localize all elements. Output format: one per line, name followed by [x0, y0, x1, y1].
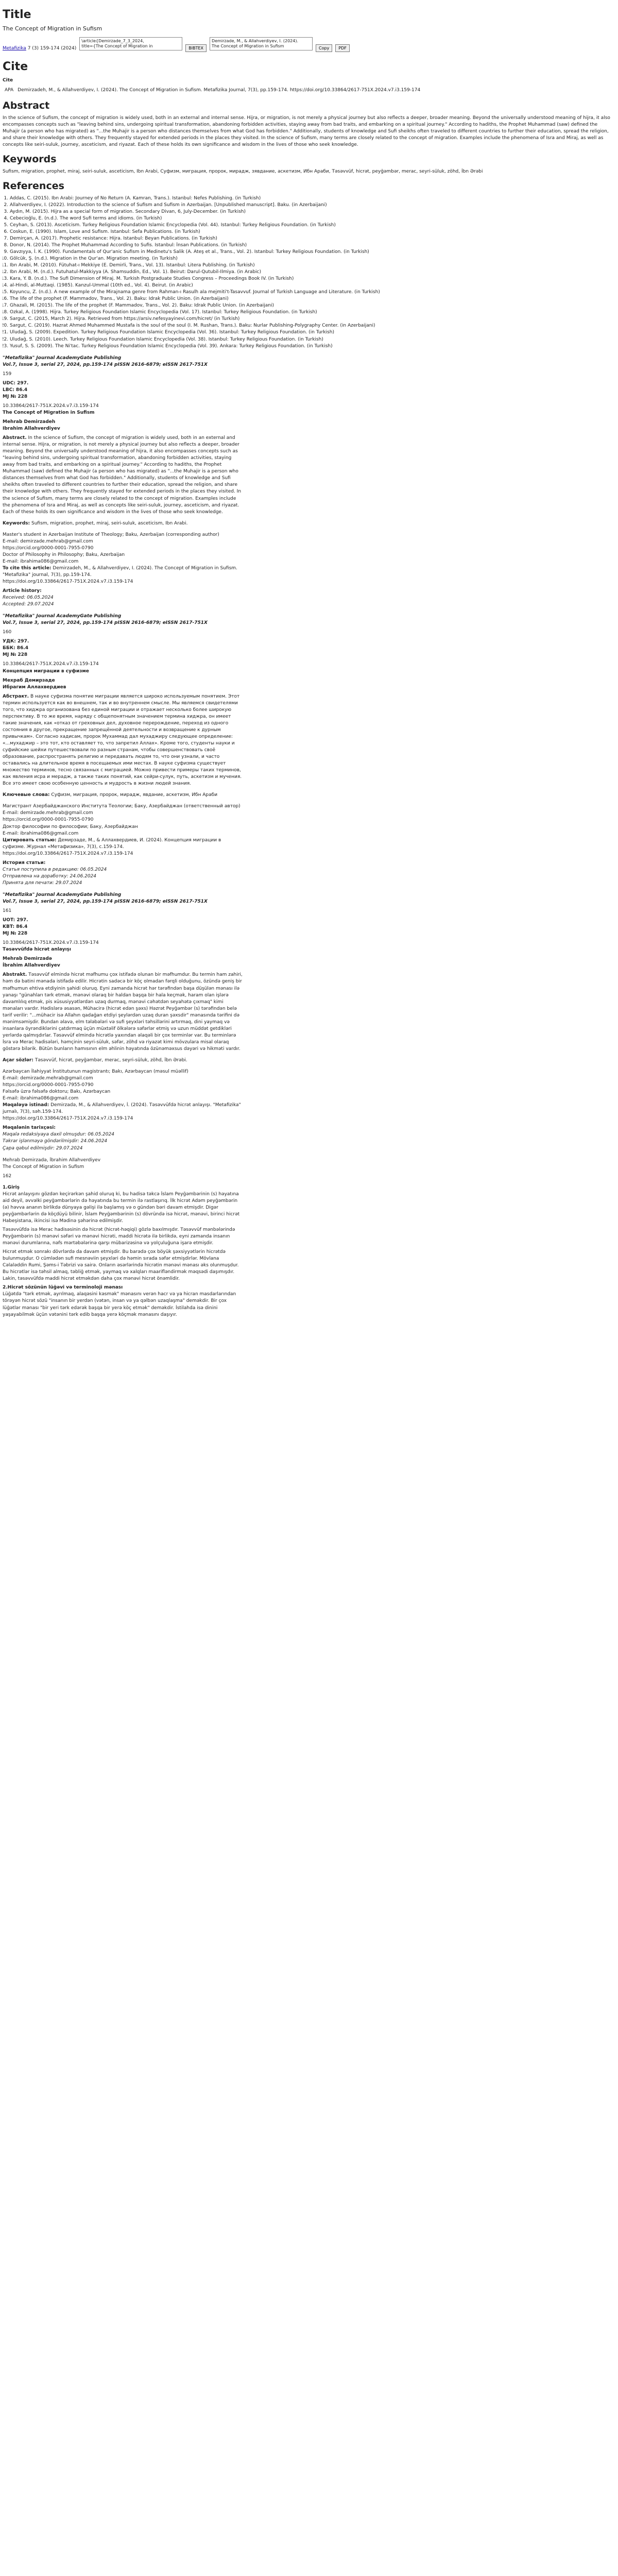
cite-doi: https://doi.org/10.33864/2617-751X.2024.v7.i3.159-174 [3, 1116, 133, 1122]
body-section [3, 1157, 245, 1318]
article-keywords [3, 792, 245, 799]
udc: UOT: 297. [3, 918, 28, 923]
running-header-title: The Concept of Migration in Sufism [3, 1164, 84, 1170]
reference-item: 9. Gavzıyya, İ. K. (1990). Fundamentals of Qur'anic Sufism in Medinetu's Salik (A. Ateş et al., Trans., Vol. 2). Istanbul: Turkey Religious Foundation. (in Turkish) [10, 249, 615, 256]
reference-item: 21. Uludağ, S. (2009). Expedition. Turkey Religious Foundation Islamic Encyclopedia (Vol. 36). Istanbul: Turkey Religious Foundation. (in Turkish) [10, 329, 615, 336]
references-list [3, 195, 615, 350]
mj-number: MJ № 228 [3, 931, 28, 937]
english-section [3, 355, 245, 608]
received-date: Received: 06.05.2024 [3, 595, 54, 601]
mj-number: MJ № 228 [3, 394, 28, 399]
orcid: https://orcid.org/0000-0001-7955-0790 [3, 545, 94, 551]
article-abstract [3, 972, 245, 1053]
received-date: Статья поступила в редакцию: 06.05.2024 [3, 867, 107, 872]
volume-line: Vol.7, Issue 3, serial 27, 2024, pp.159-174 pISSN 2616-6879; eISSN 2617-751X [3, 362, 208, 367]
lbc: ББК: 86.4 [3, 646, 29, 651]
keywords-label: Ключевые слова: [3, 792, 50, 798]
cite-label: Məqaləyə istinad: [3, 1103, 49, 1108]
cite-table [3, 86, 422, 95]
accepted-date: Çapa qəbul edilmişdir: 29.07.2024 [3, 1145, 83, 1151]
cite-style: APA [5, 87, 14, 93]
reference-item: 16. The life of the prophet (F. Mammadov, Trans., Vol. 2). Baku: Idrak Public Union. (in Azerbaijani) [10, 296, 615, 302]
orcid: https://orcid.org/0000-0001-7955-0790 [3, 1082, 94, 1088]
email: E-mail: demirzade.mehrab@gmail.com [3, 1076, 93, 1081]
article-title: Təsəvvüfdə hicrət anlayışı [3, 947, 72, 953]
abstract-body: Təsəvvüf elmində hicrət məfhumu çox istifadə olunan bir məfhumdur. Bu termin ham zahiri, həm də batini mənada istifadə edilir. Hicrətin sadəcə bir köç olmadan fərqli olduğunu, özündə geniş bir məfhumun ehtiva etdiyinin şahidi oluruq. Eyni zamanda hicrət hər tərəfindən başa düşülən mənası ilə yanaşı "günahları tərk etmək, mənəvi olaraq bir haldan başqa bir hala keçmək, haram olan işlərə davamlılıq etmək, pis xüsusiyyətlərdən uzaq durmaq, mənəvi cəhətdən seyahətə çıxmaq" kimi mənaları vardır. Hədislərə əsasən, Mühacirə (hicrət edən şəxs) Həzrət Peyğəmbər (s) tərəfindən belə tərif verilir: "...mühacir isə Allahın qadağan etdiyi şeylərdən uzaq duran şəxsdir" mənasında tərifini də mənimsəmişdir. Bundan əlavə, elm tələbələri və sufi şeyxləri təhsillərini artırmaq, dini yaymaq və insanlara öyrəndiklərini çatdırmaq üçün müxtəlif ölkələrə səfərlər etmiş və uzun müddət getdikləri yerlərdə qalmışdırlar. Təsəvvüf elmində hicrətlə yaxından əlaqəli bir çox terminlər var. Bu terminlərə İsra və Merac hadisələri, həmçinin seyri-süluk, səfər, zöhd və riyazət kimi mövzulara misal olaraq göstərə bilərik. Bütün bunların hamısının elm əhlinin həyatında özünəməxsus dəyəri və hikməti vardır. [3, 972, 243, 1052]
document-page [3, 0, 615, 2576]
cite-body: Demirzadə, M., & Allahverdiyev, İ. (2024). Təsəvvüfdə hicrət anlayışı. "Metafizika" jurnalı, 7(3), səh.159-174. [3, 1103, 241, 1115]
body-paragraph: Hicrət anlayışını gözdən keçirərkən şahid oluruq ki, bu hadisə təkcə İslam Peyğəmbərinin (s) həyatına aid deyil, əvvəlki peyğəmbərlərin də həyatında bu termin ilə rastlaşırıq. İlk hicrət Adəm peyğəmbərin (ə) həvva ananın birlikdə dünyaya gəlişi ilə başlamış və o gündən bəri davam etmişdir. Digər peyğəmbərlərin də köçdüyü bilinir, İslam Peyğəmbərinin (s) dövründə isə hicrət, mənəvi, birinci hicrət Habeşistana, ikincisi isə Mədinə şəhərinə edilmişdir. [3, 1191, 240, 1224]
reference-item: 8. Donor, N. (2014). The Prophet Muhammad According to Sufis. Istanbul: İnsan Publications. (in Turkish) [10, 242, 615, 249]
abstract-body: In the science of Sufism, the concept of migration is widely used, both in an external and internal sense. Hijra, or migration, is not merely a physical journey but also reflects a deeper, broader meaning. Beyond the universally understood meaning of hijra, it also encompasses concepts such as "leaving behind sins, undergoing spiritual transformation, abandoning forbidden activities, staying away from bad traits, and embarking on a spiritual journey." According to hadiths, the Prophet Muhammad (saw) defined the Muhajir (a person who has migrated) as "...the Muhajir is a person who distances themselves from what God has forbidden." Additionally, students of knowledge and Sufi sheikhs often traveled to different countries to further their education, spread the religion, and share their knowledge with others. They frequently stayed for extended periods in the places they visited. In the science of Sufism, many terms are closely related to the concept of migration. Examples include the phenomena of Isra and Miraj, as well as concepts like seiri-suluk, journey, asceticism, and riyazat. Each of these holds its own significance and wisdom in the lives of those who seek knowledge. [3, 435, 242, 515]
reference-item: 18. Ozkal, A. (1998). Hijra. Turkey Religious Foundation Islamic Encyclopedia (Vol. 17). Istanbul: Turkey Religious Foundation. (in Turkish) [10, 309, 615, 316]
email: E-mail: ibrahima086@gmail.com [3, 558, 79, 564]
reference-item: 14. al-Hindi, al-Muttaqi. (1985). Kanzul-Ummal (10th ed., Vol. 4). Beirut. (in Arabic) [10, 282, 615, 289]
russian-section [3, 613, 245, 887]
history-label: История статьи: [3, 860, 46, 866]
abstract-label: Abstract. [3, 435, 27, 441]
meta-toolbar [3, 37, 615, 52]
affiliation: Doctor of Philosophy in Philosophy; Baku, Azerbaijan [3, 552, 125, 557]
abstract-label: Abstrakt. [3, 972, 27, 978]
doc-subtitle: The Concept of Migration in Sufism [3, 25, 102, 32]
reference-item: 15. Koyuncu, Z. (n.d.). A new example of the Mirajnama genre from Rahman-ı Rasulh ala mejmiti't-Tasavvuf. Journal of Turkish Language and Literature. (in Turkish) [10, 289, 615, 296]
reference-item: 7. Demirçan, A. (2017). Prophetic resistance: Hijra. Istanbul: Beyan Publications. (in Turkish) [10, 235, 615, 242]
journal-name: "Metafizika" Journal AcademyGate Publishing [3, 892, 122, 897]
doc-title: Title [3, 8, 31, 21]
email: E-mail: ibrahima086@gmail.com [3, 831, 79, 836]
reference-item: 17. Ghazali, M. (2015). The life of the prophet (F. Mammadov, Trans., Vol. 2). Baku: Idrak Public Union. (in Azerbaijani) [10, 302, 615, 309]
cite-heading: Cite [3, 60, 28, 74]
email: E-mail: ibrahima086@gmail.com [3, 1096, 79, 1101]
reference-item: 1. Addas, C. (2015). Ibn Arabi: Journey of No Return (A. Kamran, Trans.). Istanbul: Nefes Publishing. (in Turkish) [10, 195, 615, 202]
citation-field[interactable]: Demirzade, M., & Allahverdiyev, I. (2024). The Concept of Migration in Sufism [210, 37, 313, 50]
udc: УДК: 297. [3, 639, 29, 645]
cite-text: Demirzadeh, M., & Allahverdiyev, I. (2024). The Concept of Migration in Sufism. Metafizika Journal, 7(3), pp.159-174. https://doi.org/10.33864/2617-751X.2024.v7.i3.159-174 [18, 87, 421, 93]
author-name: Ибрагим Аллахвердиев [3, 684, 66, 690]
cite-label: Цитировать статью: [3, 837, 57, 843]
reference-item: 6. Coskun, E. (1990). Islam, Love and Sufism. Istanbul: Sefa Publications. (in Turkish) [10, 229, 615, 235]
keywords-body: Təsəvvüf, hicrət, peyğəmbər, merac, seyri-süluk, zöhd, İbn Ərəbi. [35, 1057, 187, 1063]
received-date: Məqalə redaksiyaya daxil olmuşdur: 06.05.2024 [3, 1132, 114, 1138]
cite-doi: https://doi.org/10.33864/2617-751X.2024.v7.i3.159-174 [3, 851, 133, 856]
affiliation: Fəlsəfə üzrə fəlsəfə doktoru; Bakı, Azərbaycan [3, 1089, 111, 1095]
article-keywords [3, 520, 245, 527]
author-name: Мехраб Демирзаде [3, 677, 55, 683]
cite-body: Демирзаде, М., & Аллахвердиев, И. (2024). Концепция миграции в суфизме. Журнал «Метафизика», 7(3), с.159-174. [3, 837, 221, 850]
reference-item: 22. Uludağ, S. (2010). Leech. Turkey Religious Foundation Islamic Encyclopedia (Vol. 38). Istanbul: Turkey Religious Foundation. (in Turkish) [10, 336, 615, 343]
reference-item: 20. Sargut, C. (2019). Hazrat Ahmed Muhammed Mustafa is the soul of the soul (I. M. Rushan, Trans.). Baku: Nurlar Publishing-Polygraphy Center. (in Azerbaijani) [10, 323, 615, 329]
journal-link[interactable]: Metafizika [3, 46, 26, 52]
reference-item: 3. Aydın, M. (2015). Hijra as a special form of migration. Secondary Divan, 6, July-December. (in Turkish) [10, 209, 615, 215]
pdf-button[interactable]: PDF [335, 44, 350, 52]
meta-volume: 7 (3) 159-174 (2024) [27, 46, 77, 52]
udc: UDC: 297. [3, 380, 29, 386]
reference-item: 12. Ibn Arabi, M. (n.d.). Futuhatul-Makkiyya (A. Shamsuddin, Ed., Vol. 1). Beirut: Darul-Qutubil-Ilmiya. (in Arabic) [10, 269, 615, 276]
page-number: 159 [3, 371, 12, 377]
doi: 10.33864/2617-751X.2024.v7.i3.159-174 [3, 403, 99, 409]
reference-item: 5. Ceyhan, S. (2013). Asceticism. Turkey Religious Foundation Islamic Encyclopedia (Vol. 44). Istanbul: Turkey Religious Foundation. (in Turkish) [10, 222, 615, 229]
article-abstract [3, 435, 245, 516]
cite-label: To cite this article: [3, 565, 52, 571]
journal-name: "Metafizika" Journal AcademyGate Publishing [3, 614, 122, 619]
bibtex-field[interactable]: \article{Demirzade_7_3_2024, title={The Concept of Migration in [79, 37, 182, 50]
accepted-date: Accepted: 29.07.2024 [3, 602, 54, 607]
body-paragraph: Təsəvvüfdə isə Merac hadisəsinin də hicrət (hicrət-həqiqi) gözlə baxılmışdır. Təsəvvüf mənbələrində Peyğəmbərin (s) mənəvi səfəri və mənəvi hicrəti, maddi hicrətə ilə birlikdə, eyni zamanda insanın mənəvi durumlarına, nəfs mərtəbələrinə qarşı mübarizəsinə və yolçuluğuna işarə etmişdir. [3, 1227, 235, 1246]
doi: 10.33864/2617-751X.2024.v7.i3.159-174 [3, 940, 99, 946]
page-number: 161 [3, 908, 12, 914]
mj-number: MJ № 228 [3, 652, 28, 658]
affiliation: Доктор философии по философии; Баку, Азербайджан [3, 824, 138, 829]
copy-button[interactable]: Copy [316, 44, 332, 52]
journal-name: "Metafizika" Journal AcademyGate Publishing [3, 355, 122, 361]
reference-item: 23. Yusuf, S. S. (2009). The Ni'tac. Turkey Religious Foundation Islamic Encyclopedia (Vol. 39). Ankara: Turkey Religious Foundation. (in Turkish) [10, 343, 615, 350]
abstract-label: Абстракт. [3, 693, 29, 699]
keywords-text: Sufism, migration, prophet, miraj, seiri-suluk, asceticism, Ibn Arabi, Суфизм, миграция, пророк, мирадж, зявдание, аскетизм, Ибн Араби, Təsəvvüf, hicrət, peyğəmbər, merac, seyri-süluk, zöhd, İbn Ərəbi [3, 168, 483, 174]
email: E-mail: demirzade.mehrab@gmail.com [3, 538, 93, 544]
cite-body: Demirzadeh, M., & Allahverdiyev, I. (2024). The Concept of Migration in Sufism. [53, 565, 237, 571]
keywords-body: Sufism, migration, prophet, miraj, seiri-suluk, asceticism, Ibn Arabi. [31, 520, 188, 526]
abstract-heading: Abstract [3, 99, 50, 111]
reference-item: 10. Gölcük, Ş. (n.d.). Migration in the Qur'an. Migration meeting. (in Turkish) [10, 256, 615, 262]
reference-item: 4. Cebecioğlu, E. (n.d.). The word Sufi terms and idioms. (in Turkish) [10, 215, 615, 222]
lbc: KBT: 86.4 [3, 924, 28, 930]
keywords-label: Keywords: [3, 520, 30, 526]
lbc: LBC: 86.4 [3, 387, 28, 393]
accepted-date: Принята для печати: 29.07.2024 [3, 880, 82, 886]
reference-item: 11. Ibn Arabi, M. (2010). Fütuhat-ı Mekkiye (E. Demirli, Trans., Vol. 13). Istanbul: Litera Publishing. (in Turkish) [10, 262, 615, 269]
revision-date: Təkrar işlənməyə göndərilmişdir: 24.06.2024 [3, 1139, 108, 1144]
revision-date: Отправлена на доработку: 24.06.2024 [3, 873, 96, 879]
running-header-authors: Mehrab Demirzadə, İbrahim Allahverdiyev [3, 1157, 101, 1163]
reference-item: 2. Allahverdiyev, I. (2022). Introduction to the science of Sufism and Sufism in Azerbaijan. [Unpublished manuscript]. Baku. (in Azerbaijani) [10, 202, 615, 209]
orcid: https://orcid.org/0000-0001-7955-0790 [3, 817, 94, 823]
keywords-label: Açar sözlər: [3, 1057, 33, 1063]
affiliation: Магистрант Азербайджанского Института Теологии; Баку, Азербайджан (ответственный автор) [3, 804, 241, 809]
body-paragraph: Hicrət etmək sonrakı dövrlərdə da davam etmişdir. Bu barədə çox böyük şəxsiyyətlərin hicrətdə bulunmuşdur. O cümlədən sufi mesnəviin şeyxləri də həmin sırada səfər etmişdirlər. Mövlana Cəlaləddin Rumi, Şəms-i Təbrizi və sairə. Onların əsərlərində hicrətin mənəvi mənası əks olunmuşdur. Bu hicrətlər isə təhsil almaq, təbliğ etmək, yaymaq və xalqları maarifləndirmək məqsədi daşımışdır. Lakin, təsəvvüfdə maddi hicrət etməkdən daha çox mənəvi hicrət önəmlidir. [3, 1249, 239, 1282]
section-heading: 1.Giriş [3, 1184, 20, 1190]
history-label: Məqalənin tarixçəsi: [3, 1125, 56, 1131]
author-name: İbrahim Allahverdiyev [3, 963, 60, 969]
body-paragraph: Lüğətdə "tərk etmək, ayrılmaq, alaqəsini kəsmək" mənasını verən hacr və ya hicran masdarlarından törəyən hicrət sözü "insanın bir yerdən (vətən, insan və ya qəlbən uzaqlaşma" deməkdir. Bir çox lüğətlər mənası "bir yeri tərk edərək başqa bir yerə köç etmək" deməkdir. İstilahda isə dinini yaşayabilmək üçün vətənini tərk edib başqa yerə köçmək mənasını daşıyır. [3, 1292, 236, 1317]
volume-line: Vol.7, Issue 3, serial 27, 2024, pp.159-174 pISSN 2616-6879; eISSN 2617-751X [3, 620, 208, 626]
reference-item: 13. Kara, Y. B. (n.d.). The Sufi Dimension of Miraj. M. Turkish Postgraduate Studies Congress – Proceedings Book IV. (in Turkish) [10, 276, 615, 282]
abstract-body: В науке суфизма понятие миграции является широко используемым понятием. Этот термин используется как во внешнем, так и во внутреннем смысле. Мы являемся свидетелями того, что хиджра организована без единой миграции и отражает несколько более широкую перспективу. В то же время, наряду с общепонятным значением термина хиджра, он имеет такие значения, как «отказ от греховных дел, духовное перерождение, переход из одного состояния в другое, прекращение запрещённой деятельности и возвращение к дурным привычкам». Согласно хадисам, пророк Мухаммад дал мухаджиру следующее определение: «...мухаджир – это тот, кто оставляет то, что запретил Аллах». Кроме того, студенты науки и суфийские шейхи путешествовали по разным странам, чтобы совершенствовать своё образование, распространять религию и передавать людям то, что они узнали, и часто оставались на длительное время в посещаемых ими местах. В науке суфизма существует множество терминов, тесно связанных с миграцией. Можно привести примеры таких терминов, как явления исра и мерадж, а также таких понятий, как сейри-сулук, путь, аскетизм и мучения. Все это имеет свою особенную ценность и мудрость в жизни людей знания. [3, 693, 242, 787]
cite-body-journal: "Metafizika" journal, 7(3), pp.159-174. [3, 572, 92, 578]
cite-doi: https://doi.org/10.33864/2617-751X.2024.v7.i3.159-174 [3, 579, 133, 585]
cite-subheading: Cite [3, 77, 13, 83]
page-number: 160 [3, 630, 12, 635]
article-abstract [3, 693, 245, 788]
bibtex-button[interactable]: BIBTEX [185, 44, 207, 52]
abstract-text: In the science of Sufism, the concept of migration is widely used, both in an external and internal sense. Hijra, or migration, is not merely a physical journey but also reflects a deeper, broader meaning. Beyond the universally understood meaning of hijra, it also encompasses concepts such as "leaving behind sins, undergoing spiritual transformation, abandoning forbidden activities, staying away from bad traits, and embarking on a spiritual journey." According to hadiths, the Prophet Muhammad (saw) defined the Muhajir (a person who has migrated) as "...the Muhajir is a person who distances themselves from what God has forbidden." Additionally, students of knowledge and Sufi sheikhs often traveled to different countries to further their education, spread the religion, and share their knowledge with others. They frequently stayed for extended periods in the places they visited. In the science of Sufism, many terms are closely related to the concept of migration. Examples include the phenomena of Isra and Miraj, as well as concepts like seiri-suluk, journey, asceticism, and riyazat. Each of these holds its own significance and wisdom in the lives of those who seek knowledge. [3, 115, 610, 147]
references-heading: References [3, 180, 64, 192]
author-name: Mehrab Demirzadə [3, 956, 52, 962]
email: E-mail: demirzade.mehrab@gmail.com [3, 810, 93, 816]
azerbaijani-section [3, 892, 245, 1152]
affiliation: Master's student in Azerbaijan Institute of Theology; Baku, Azerbaijan (corresponding author) [3, 532, 219, 537]
history-label: Article history: [3, 588, 42, 594]
keywords-heading: Keywords [3, 153, 57, 165]
affiliation: Azərbaycan İlahiyyat İnstitutunun magistrantı; Bakı, Azərbaycan (məsul müəllif) [3, 1069, 188, 1075]
article-title: The Concept of Migration in Sufism [3, 410, 95, 415]
page-number: 162 [3, 1173, 12, 1179]
meta-line [3, 37, 76, 52]
keywords-body: Суфизм, миграция, пророк, мирадж, явдание, аскетизм, Ибн Араби [51, 792, 218, 798]
article-keywords [3, 1057, 245, 1064]
reference-item: 19. Sargut, C. (2015, March 2). Hijra. Retrieved from https://arsiv.nefesyayinevi.com/hicret/ (in Turkish) [10, 316, 615, 323]
section-heading: 2.Hicrət sözünün lüğəvi və terminoloji mənası [3, 1285, 123, 1291]
article-title: Концепция миграции в суфизме [3, 668, 89, 674]
doi: 10.33864/2617-751X.2024.v7.i3.159-174 [3, 662, 99, 667]
author-name: Mehrab Demirzadeh [3, 419, 56, 425]
volume-line: Vol.7, Issue 3, serial 27, 2024, pp.159-174 pISSN 2616-6879; eISSN 2617-751X [3, 899, 208, 904]
author-name: Ibrahim Allahverdiyev [3, 426, 60, 432]
